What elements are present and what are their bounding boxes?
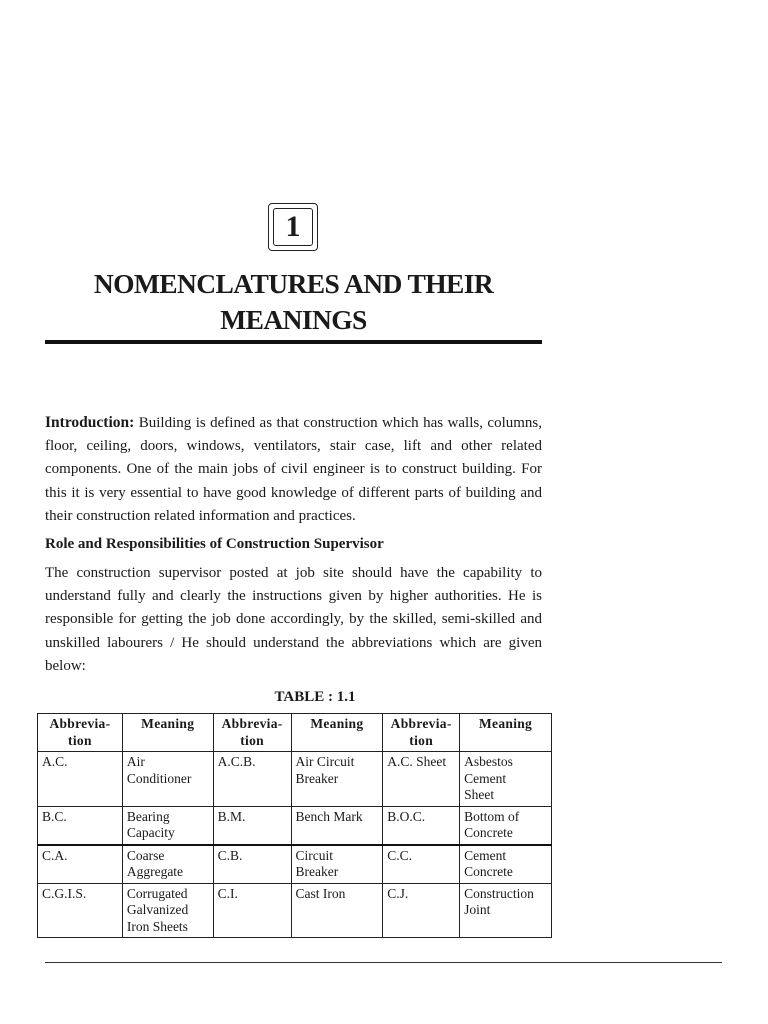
header-abbreviation-3: [383, 714, 460, 752]
table-cell: C.A.: [38, 845, 123, 884]
header-text: Meaning: [141, 716, 195, 731]
table-row: [38, 845, 552, 884]
table-cell: B.C.: [38, 806, 123, 845]
table-cell: Air Conditioner: [122, 752, 213, 807]
header-text: Abbrevia- tion: [390, 716, 452, 748]
table-cell: A.C.B.: [213, 752, 291, 807]
table-row: [38, 806, 552, 845]
table-cell: C.G.I.S.: [38, 883, 123, 938]
table-cell: C.C.: [383, 845, 460, 884]
header-abbreviation-1: [38, 714, 123, 752]
table-cell: Coarse Aggregate: [122, 845, 213, 884]
chapter-title-line-2: MEANINGS: [220, 304, 367, 335]
chapter-title: [45, 266, 542, 338]
header-meaning-3: [460, 714, 552, 752]
table-cell: Bench Mark: [291, 806, 383, 845]
table-cell: Construction Joint: [460, 883, 552, 938]
header-text: Meaning: [479, 716, 533, 731]
table-caption: TABLE : 1.1: [274, 689, 356, 705]
header-text: Abbrevia- tion: [49, 716, 111, 748]
table-cell: Cement Concrete: [460, 845, 552, 884]
table-cell: A.C. Sheet: [383, 752, 460, 807]
header-abbreviation-2: [213, 714, 291, 752]
table-cell: Air Circuit Breaker: [291, 752, 383, 807]
table-cell: Bearing Capacity: [122, 806, 213, 845]
table-cell: C.J.: [383, 883, 460, 938]
chapter-number-box: [268, 203, 318, 251]
table-cell: Circuit Breaker: [291, 845, 383, 884]
header-text: Meaning: [310, 716, 364, 731]
introduction-paragraph: [45, 411, 542, 528]
section-heading: Role and Responsibilities of Construction Supervisor: [45, 536, 384, 552]
header-text: Abbrevia- tion: [221, 716, 283, 748]
table-row: [38, 752, 552, 807]
table-cell: B.M.: [213, 806, 291, 845]
table-cell: A.C.: [38, 752, 123, 807]
table-cell: C.I.: [213, 883, 291, 938]
table-cell: Cast Iron: [291, 883, 383, 938]
table-row: [38, 883, 552, 938]
title-rule: [45, 340, 542, 344]
table-cell: Bottom of Concrete: [460, 806, 552, 845]
header-meaning-1: [122, 714, 213, 752]
abbreviation-table: [37, 713, 552, 938]
header-meaning-2: [291, 714, 383, 752]
table-cell: C.B.: [213, 845, 291, 884]
table-cell: Asbestos Cement Sheet: [460, 752, 552, 807]
introduction-label: Introduction:: [45, 414, 135, 431]
table-cell: B.O.C.: [383, 806, 460, 845]
table-header-row: [38, 714, 552, 752]
table-cell: Corrugated Galvanized Iron Sheets: [122, 883, 213, 938]
footer-rule: [45, 962, 722, 963]
role-paragraph: The construction supervisor posted at job site should have the capability to understand fully and clearly the instructions given by higher authorities. He is responsible for getting the job done accordingly, by the skilled, semi-skilled and unskilled labourers / He should understand the abbreviations which are given below:: [45, 565, 542, 674]
chapter-number: 1: [273, 208, 313, 246]
chapter-title-line-1: NOMENCLATURES AND THEIR: [93, 268, 494, 299]
introduction-text: Building is defined as that construction which has walls, columns, floor, ceiling, doors, windows, ventilators, stair case, lift and other related components. One of the main jobs of civil engineer is to construct building. For this it is very essential to have good knowledge of different parts of building and their construction related information and practices.: [45, 415, 542, 524]
